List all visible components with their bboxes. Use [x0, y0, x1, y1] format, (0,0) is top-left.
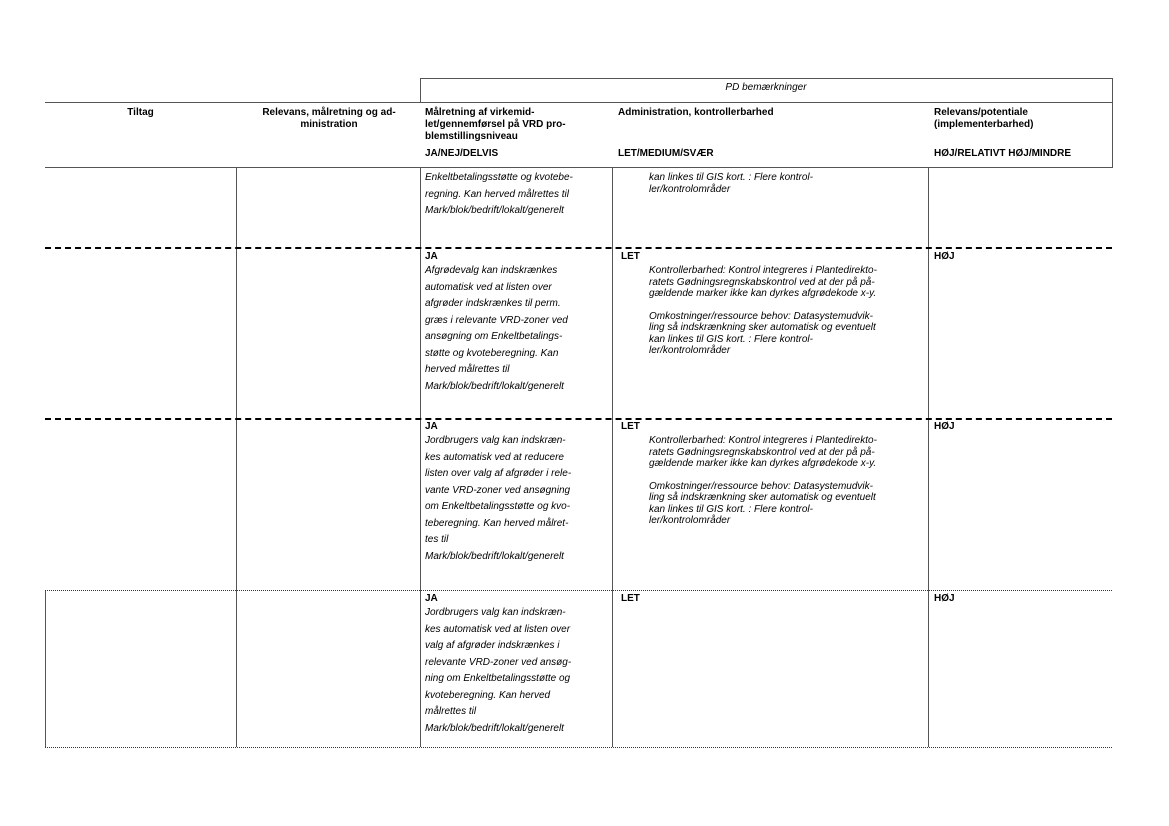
col-divider-1	[236, 168, 237, 747]
row3-maalretning-cell	[425, 421, 610, 565]
row2-admin-label: LET	[621, 251, 640, 262]
row2-admin-text2: Omkostninger/ressource behov: Datasystemudvik- ling så indskrænkning sker automatisk og eventuelt kan linkes til GIS kort. : Flere kontrol- ler/kontrolområder	[649, 310, 876, 356]
row3-admin-text1: Kontrollerbarhed: Kontrol integreres i Plantedirekto- ratets Gødningsregnskabskontrol ved at der på på- gældende marker ikke kan dyrkes afgrødekode x-y.	[649, 435, 877, 469]
header-tiltag: Tiltag	[127, 107, 154, 118]
col-divider-4	[928, 168, 929, 747]
table-bottom-line	[45, 747, 1112, 748]
row1-maalretning-text: Enkeltbetalingsstøtte og kvotebe- regning. Kan herved målrettes til Mark/blok/bedrift/lokalt/generelt	[425, 172, 573, 216]
col-divider-2	[420, 168, 421, 747]
row3-admin-cell	[649, 435, 924, 527]
row-separator-2	[45, 418, 1112, 420]
row2-potentiale-label: HØJ	[934, 251, 955, 262]
row-separator-1	[45, 247, 1112, 249]
header-maalretning-scale: JA/NEJ/DELVIS	[425, 148, 499, 159]
header-administration: Administration, kontrollerbarhed	[618, 107, 774, 118]
pd-bemaerkninger-title: PD bemærkninger	[725, 82, 807, 93]
col-divider-3	[612, 168, 613, 747]
row-separator-3	[45, 590, 1112, 591]
row3-admin-label: LET	[621, 421, 640, 432]
row4-maalretning-cell	[425, 593, 610, 737]
row3-admin-text2: Omkostninger/ressource behov: Datasystemudvik- ling så indskrænkning sker automatisk og eventuelt kan linkes til GIS kort. : Flere kontrol- ler/kontrolområder	[649, 480, 876, 526]
row2-admin-text1: Kontrollerbarhed: Kontrol integreres i Plantedirekto- ratets Gødningsregnskabskontrol ved at der på på- gældende marker ikke kan dyrkes afgrødekode x-y.	[649, 265, 877, 299]
row2-maal-label: JA	[425, 251, 438, 262]
row1-admin-text: kan linkes til GIS kort. : Flere kontrol- ler/kontrolområder	[649, 172, 813, 195]
pd-top-line	[420, 78, 1112, 79]
header-potentiale: Relevans/potentiale (implementerbarhed)	[934, 107, 1034, 130]
row4-admin-label: LET	[621, 593, 640, 604]
row3-potentiale-label: HØJ	[934, 421, 955, 432]
row4-maal-text: Jordbrugers valg kan indskræn- kes automatisk ved at listen over valg af afgrøder indskrænkes i relevante VRD-zoner ved ansøg- ning om Enkeltbetalingsstøtte og kvoteberegning. Kan herved målrettes til Mark/blok/bedrift/lokalt/generelt	[425, 607, 572, 734]
header-maalretning: Målretning af virkemid- let/gennemførsel på VRD pro- blemstillingsniveau	[425, 107, 566, 142]
pd-right-border	[1112, 78, 1113, 168]
header-top-line	[45, 102, 1112, 103]
header-potentiale-scale: HØJ/RELATIVT HØJ/MINDRE	[934, 148, 1072, 159]
row2-admin-cell	[649, 265, 924, 357]
last-row-left-border	[45, 590, 46, 747]
header-administration-scale: LET/MEDIUM/SVÆR	[618, 148, 714, 159]
row3-maal-label: JA	[425, 421, 438, 432]
row4-maal-label: JA	[425, 593, 438, 604]
row3-maal-text: Jordbrugers valg kan indskræn- kes automatisk ved at reducere listen over valg af afgrøder i rele- vante VRD-zoner ved ansøgning om Enkeltbetalingsstøtte og kvo- teberegning. Kan herved målret- tes til Mark/blok/bedrift/lokalt/generelt	[425, 435, 572, 562]
row4-potentiale-label: HØJ	[934, 593, 955, 604]
row2-maal-text: Afgrødevalg kan indskrænkes automatisk ved at listen over afgrøder indskrænkes til perm. græs i relevante VRD-zoner ved ansøgning om Enkeltbetalings- støtte og kvoteberegning. Kan herved målrettes til Mark/blok/bedrift/lokalt/generelt	[425, 265, 568, 392]
header-bottom-line	[45, 167, 1112, 168]
row2-maalretning-cell	[425, 251, 610, 395]
header-relevans: Relevans, målretning og ad- ministration	[262, 107, 396, 130]
